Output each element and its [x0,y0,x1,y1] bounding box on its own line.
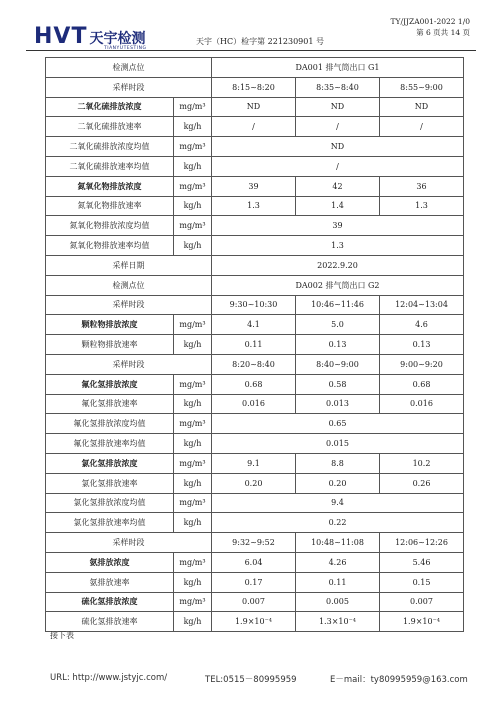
row-value: DA002 排气筒出口 G2 [212,275,464,295]
company-logo [34,24,145,49]
value-cell: 0.016 [212,394,296,414]
value-cell: 12:04~13:04 [380,295,464,315]
table-row [46,216,464,236]
value-cell: 4.26 [296,552,380,572]
logo-cn: 天宇检测 [89,31,146,47]
value-cell: 0.13 [380,335,464,355]
mean-value-cell: 1.3 [212,236,464,256]
value-cell: 1.3 [212,196,296,216]
row-label: 氮氧化物排放速率均值 [46,236,174,256]
unit-cell: kg/h [174,612,212,632]
row-label: 氟化氢排放速率均值 [46,434,174,454]
unit-cell: mg/m³ [174,374,212,394]
value-cell: 1.3×10⁻⁴ [296,612,380,632]
table-row [46,156,464,176]
unit-cell: kg/h [174,473,212,493]
table-row [46,473,464,493]
value-cell: 9.1 [212,453,296,473]
table-row [46,295,464,315]
value-cell: 5.46 [380,552,464,572]
value-cell: / [380,117,464,137]
unit-cell: kg/h [174,156,212,176]
logo-en: TIANYUTESTING [104,46,147,51]
value-cell: 9:00~9:20 [380,354,464,374]
results-table-body [46,58,464,632]
row-label: 颗粒物排放浓度 [46,315,174,335]
value-cell: 0.26 [380,473,464,493]
row-label: 氮氧化物排放浓度 [46,176,174,196]
table-row [46,513,464,533]
row-label: 氨排放浓度 [46,552,174,572]
certificate-number: 天宇（HC）检字第 221230901 号 [196,37,324,46]
unit-cell: mg/m³ [174,315,212,335]
value-cell: 0.005 [296,592,380,612]
table-row [46,97,464,117]
value-cell: ND [212,97,296,117]
logo-text: HVT [34,24,88,49]
row-label: 二氧化硫排放浓度 [46,97,174,117]
header-divider [26,50,476,51]
row-label: 氯化氢排放速率均值 [46,513,174,533]
row-label: 氯化氢排放浓度 [46,453,174,473]
row-label: 颗粒物排放速率 [46,335,174,355]
table-row [46,117,464,137]
row-label: 采样日期 [46,255,212,275]
unit-cell: kg/h [174,513,212,533]
value-cell: 8.8 [296,453,380,473]
row-label: 硫化氢排放浓度 [46,592,174,612]
value-cell: 0.15 [380,572,464,592]
value-cell: 0.17 [212,572,296,592]
row-label: 氯化氢排放浓度均值 [46,493,174,513]
table-row [46,434,464,454]
page-header [26,14,476,54]
footer-url: URL: http://www.jstyjc.com/ [50,673,168,683]
unit-cell: kg/h [174,434,212,454]
value-cell: 0.58 [296,374,380,394]
mean-value-cell: 0.015 [212,434,464,454]
value-cell: 0.68 [212,374,296,394]
table-row [46,58,464,78]
value-cell: ND [380,97,464,117]
table-row [46,315,464,335]
value-cell: 42 [296,176,380,196]
value-cell: 8:35~8:40 [296,77,380,97]
footer-email: E－mail：ty80995959@163.com [330,675,468,685]
value-cell: ND [296,97,380,117]
table-row [46,414,464,434]
value-cell: 0.013 [296,394,380,414]
row-label: 硫化氢排放速率 [46,612,174,632]
row-label: 二氧化硫排放速率 [46,117,174,137]
value-cell: 8:55~9:00 [380,77,464,97]
table-row [46,493,464,513]
mean-value-cell: 39 [212,216,464,236]
table-row [46,592,464,612]
table-row [46,533,464,553]
mean-value-cell: ND [212,137,464,157]
value-cell: 10:48~11:08 [296,533,380,553]
unit-cell: mg/m³ [174,592,212,612]
table-row [46,374,464,394]
document-code: TY/JJZA001-2022 1/0 [390,17,470,26]
row-label: 采样时段 [46,354,212,374]
continued-note: 接下表 [50,631,74,640]
value-cell: 8:20~8:40 [212,354,296,374]
unit-cell: kg/h [174,335,212,355]
unit-cell: mg/m³ [174,552,212,572]
row-value: DA001 排气筒出口 G1 [212,58,464,78]
value-cell: 0.016 [380,394,464,414]
unit-cell: kg/h [174,572,212,592]
table-row [46,236,464,256]
value-cell: 10:46~11:46 [296,295,380,315]
value-cell: 5.0 [296,315,380,335]
document-code-block [390,16,470,38]
unit-cell: mg/m³ [174,137,212,157]
unit-cell: mg/m³ [174,176,212,196]
value-cell: 8:15~8:20 [212,77,296,97]
mean-value-cell: / [212,156,464,176]
table-row [46,77,464,97]
table-row [46,255,464,275]
value-cell: 0.11 [296,572,380,592]
value-cell: 0.007 [380,592,464,612]
value-cell: 1.9×10⁻⁴ [212,612,296,632]
unit-cell: mg/m³ [174,414,212,434]
footer-tel: TEL:0515－80995959 [205,675,297,685]
row-label: 二氧化硫排放浓度均值 [46,137,174,157]
value-cell: 0.007 [212,592,296,612]
row-label: 检测点位 [46,275,212,295]
value-cell: / [212,117,296,137]
value-cell: 1.3 [380,196,464,216]
row-label: 氯化氢排放速率 [46,473,174,493]
unit-cell: mg/m³ [174,216,212,236]
row-label: 氮氧化物排放速率 [46,196,174,216]
value-cell: 0.68 [380,374,464,394]
unit-cell: kg/h [174,196,212,216]
row-label: 氨排放速率 [46,572,174,592]
value-cell: 1.9×10⁻⁴ [380,612,464,632]
value-cell: / [296,117,380,137]
table-row [46,176,464,196]
mean-value-cell: 9.4 [212,493,464,513]
table-row [46,552,464,572]
row-value: 2022.9.20 [212,255,464,275]
row-label: 检测点位 [46,58,212,78]
row-label: 采样时段 [46,533,212,553]
unit-cell: mg/m³ [174,453,212,473]
value-cell: 0.11 [212,335,296,355]
value-cell: 4.6 [380,315,464,335]
table-row [46,453,464,473]
value-cell: 36 [380,176,464,196]
table-row [46,137,464,157]
unit-cell: mg/m³ [174,493,212,513]
unit-cell: kg/h [174,117,212,137]
unit-cell: kg/h [174,394,212,414]
mean-value-cell: 0.65 [212,414,464,434]
value-cell: 1.4 [296,196,380,216]
row-label: 采样时段 [46,77,212,97]
row-label: 氟化氢排放浓度 [46,374,174,394]
unit-cell: mg/m³ [174,97,212,117]
value-cell: 0.20 [296,473,380,493]
row-label: 二氧化硫排放速率均值 [46,156,174,176]
value-cell: 6.04 [212,552,296,572]
row-label: 氟化氢排放浓度均值 [46,414,174,434]
value-cell: 9:30~10:30 [212,295,296,315]
row-label: 氮氧化物排放浓度均值 [46,216,174,236]
value-cell: 0.13 [296,335,380,355]
table-row [46,354,464,374]
row-label: 氟化氢排放速率 [46,394,174,414]
table-row [46,612,464,632]
page-info: 第 6 页共 14 页 [416,28,470,37]
value-cell: 0.20 [212,473,296,493]
table-row [46,335,464,355]
value-cell: 9:32~9:52 [212,533,296,553]
unit-cell: kg/h [174,236,212,256]
table-row [46,394,464,414]
table-row [46,572,464,592]
value-cell: 8:40~9:00 [296,354,380,374]
value-cell: 4.1 [212,315,296,335]
table-row [46,196,464,216]
value-cell: 12:06~12:26 [380,533,464,553]
mean-value-cell: 0.22 [212,513,464,533]
value-cell: 10.2 [380,453,464,473]
table-row [46,275,464,295]
row-label: 采样时段 [46,295,212,315]
results-table [45,57,464,632]
value-cell: 39 [212,176,296,196]
